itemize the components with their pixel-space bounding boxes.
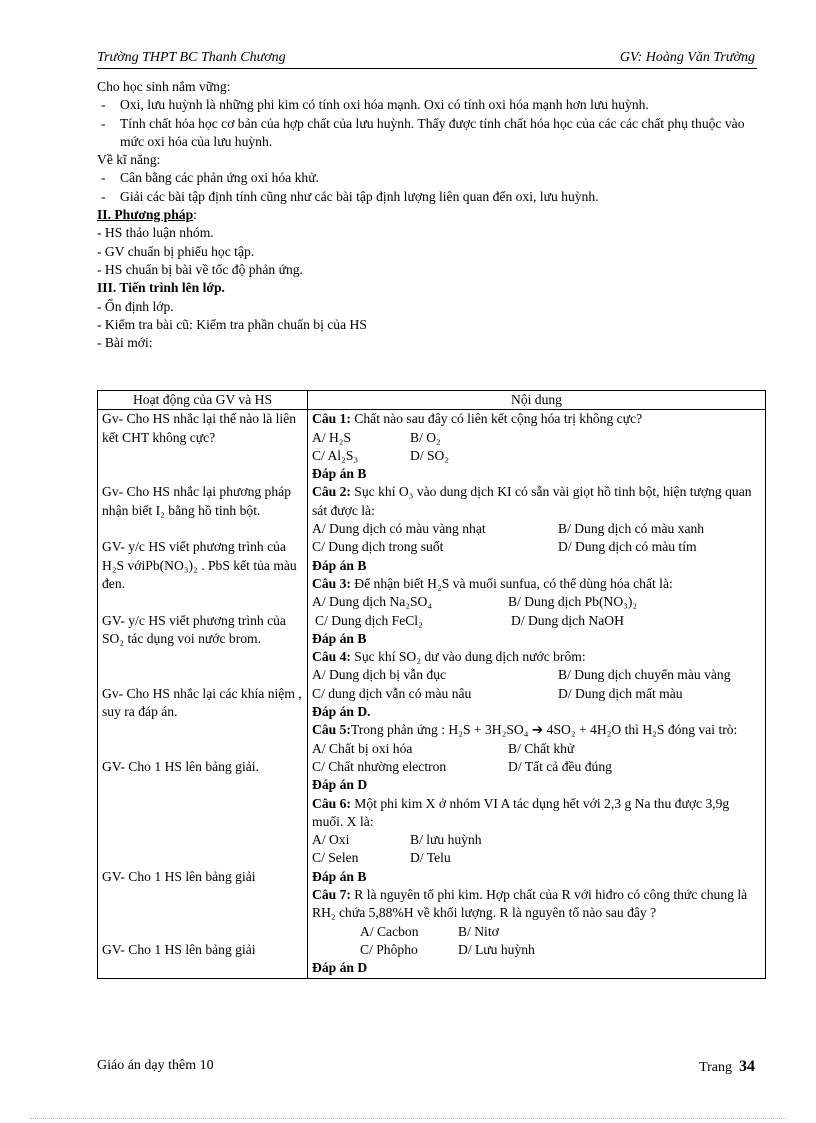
activity-text: GV- Cho 1 HS lên bảng giải	[102, 868, 256, 884]
header-teacher: GV: Hoàng Văn Trường	[619, 50, 755, 65]
question-6: Câu 6: Một phi kim X ở nhóm VI A tác dụng hết với 2,3 g Na thu được 3,9g muối. X là: A/ Oxi B/ lưu huỳnh C/ Selen D/ Telu Đáp án B	[312, 795, 730, 884]
activity-text: GV- y/c HS viết phương trình của SO₂ tác dụng voi nước brom.	[102, 612, 286, 646]
method-item: - GV chuẩn bị phiếu học tập.	[97, 243, 255, 259]
bullet: - Tính chất hóa học cơ bản của hợp chất của lưu huỳnh. Thấy được tính chất hóa học của các các chất phụ thuộc vào mức oxi hóa của lưu huỳnh.	[101, 115, 745, 149]
intro-line: Cho học sinh nắm vững:	[97, 79, 231, 94]
activity-text: Gv- Cho HS nhắc lại phương pháp nhận biết I₂ bằng hồ tinh bột.	[102, 484, 291, 518]
activity-text: Gv- Cho HS nhắc lại thế nào là liên kết CHT không cực?	[102, 411, 297, 445]
method-item: - HS thảo luận nhóm.	[97, 225, 214, 241]
question-3: Câu 3: Để nhận biết H₂S và muối sunfua, có thể dùng hóa chất là: A/ Dung dịch Na₂SO₄ B/ Dung dịch Pb(NO₃)₂ C/ Dung dịch FeCl₂ D/ Dung dịch NaOH Đáp án B	[312, 575, 673, 646]
header-school: Trường THPT BC Thanh Chương	[97, 50, 286, 65]
lesson-table	[97, 390, 766, 979]
section-method-title: II. Phương pháp:	[97, 207, 197, 223]
question-5: Câu 5:Trong phản ứng : H₂S + 3H₂SO₄ ➔ 4SO₂ + 4H₂O thì H₂S đóng vai trò: A/ Chất bị oxi hóa B/ Chất khử C/ Chất nhường electron D/ Tất cả đều đúng Đáp án D	[312, 722, 738, 793]
process-item: - Kiểm tra bài cũ: Kiểm tra phần chuẩn bị của HS	[97, 316, 367, 332]
page-number: Trang 34	[699, 1058, 755, 1075]
footer-title: Giáo án dạy thêm 10	[97, 1058, 214, 1073]
process-item: - Ổn định lớp.	[97, 298, 174, 314]
process-item: - Bài mới:	[97, 335, 153, 351]
section-process-title: III. Tiến trình lên lớp.	[97, 280, 225, 296]
activity-text: GV- Cho 1 HS lên bảng giải	[102, 941, 256, 957]
bullet: - Cân bằng các phản ứng oxi hóa khử.	[101, 170, 319, 186]
question-7: Câu 7: R là nguyên tố phi kim. Hợp chất của R với hiđro có công thức chung là RH₂ chứa 5,88%H về khối lượng. R là nguyên tố nào sau đây ? A/ Cacbon B/ Nitơ C/ Phôpho D/ Lưu huỳnh Đáp án D	[312, 887, 748, 976]
bullet: - Oxi, lưu huỳnh là những phi kim có tính oxi hóa mạnh. Oxi có tính oxi hóa mạnh hơn lưu huỳnh.	[101, 97, 649, 113]
page-header	[97, 50, 757, 69]
page-edge-divider	[30, 1118, 786, 1119]
column-header-activity: Hoạt động của GV và HS	[98, 391, 308, 410]
page-footer	[97, 1058, 757, 1074]
content-cell	[308, 410, 766, 978]
activity-text: Gv- Cho HS nhắc lại các khía niệm , suy ra đáp án.	[102, 685, 302, 720]
question-2: Câu 2: Sục khí O₃ vào dung dịch KI có sẵn vài giọt hồ tinh bột, hiện tượng quan sát được là: A/ Dung dịch có màu vàng nhạt B/ Dung dịch có màu xanh C/ Dung dịch trong suốt D/ Dung dịch có màu tím Đáp án B	[312, 484, 752, 573]
bullet: - Giải các bài tập định tính cũng như các bài tập định lượng liên quan đến oxi, lưu huỳnh.	[101, 188, 599, 204]
column-header-content: Nội dung	[308, 391, 766, 410]
intro-section	[97, 78, 757, 352]
skills-line: Về kĩ năng:	[97, 152, 161, 168]
question-1: Câu 1: Chất nào sau đây có liên kết cộng hóa trị không cực? A/ H₂S B/ O₂ C/ Al₂S₃ D/ SO₂ Đáp án B	[312, 411, 643, 482]
activity-text: GV- Cho 1 HS lên bảng giải.	[102, 758, 259, 774]
method-item: - HS chuẩn bị bài về tốc độ phản ứng.	[97, 261, 303, 277]
activity-cell	[98, 410, 308, 978]
question-4: Câu 4: Sục khí SO₂ dư vào dung dịch nước brôm: A/ Dung dịch bị vẫn đục B/ Dung dịch chuyển màu vàng C/ dung dịch vẫn có màu nâu D/ Dung dịch mất màu Đáp án D.	[312, 649, 731, 720]
activity-text: GV- y/c HS viết phương trình của H₂S vớiPb(NO₃)₂ . PbS kết tủa màu đen.	[102, 539, 297, 591]
